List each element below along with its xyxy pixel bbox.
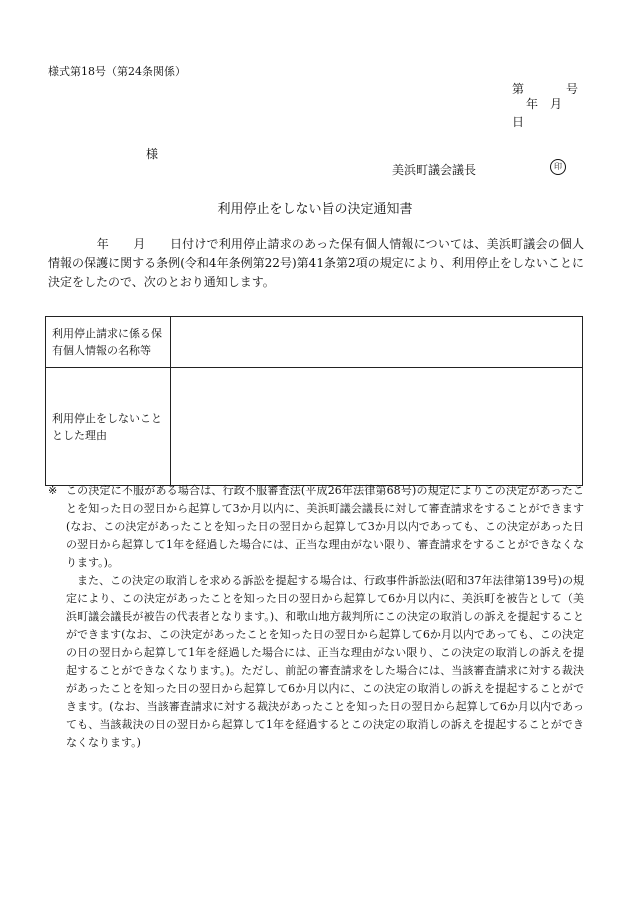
document-title: 利用停止をしない旨の決定通知書: [217, 202, 413, 217]
note-1: [48, 482, 584, 572]
row1-value: [171, 317, 583, 368]
table-row: [46, 317, 583, 368]
seal-icon: 印: [550, 159, 566, 175]
row1-label: 利用停止請求に係る保有個人情報の名称等: [46, 317, 171, 368]
date-month: 月: [550, 97, 563, 111]
table-row: [46, 368, 583, 486]
intro-text: 年 月 日付けで利用停止請求のあった保有個人情報については、美浜町議会の個人情報の保護に関する条例(令和4年条例第22号)第41条第2項の規定により、利用停止をしないことに決定をしたので、次のとおり通知します。: [48, 237, 584, 289]
recipient-suffix: 様: [146, 147, 159, 161]
row2-value: [171, 368, 583, 486]
note-1-text: この決定に不服がある場合は、行政不服審査法(平成26年法律第68号)の規定によりこの決定があったことを知った日の翌日から起算して3か月以内に、美浜町議会議長に対して審査請求をすることができます(なお、この決定があったことを知った日の翌日から起算して3か月以内であっても、この決定があった日の翌日から起算して1年を経過した場合には、正当な理由がない限り、審査請求をすることができなくなります。)。: [66, 484, 584, 569]
date-year: 年: [526, 97, 539, 111]
notes-section: [48, 482, 584, 752]
note-2-text: また、この決定の取消しを求める訴訟を提起する場合は、行政事件訴訟法(昭和37年法律第139号)の規定により、この決定があったことを知った日の翌日から起算して6か月以内に、美浜町を被告として（美浜町議会議長が被告の代表者となります。)、和歌山地方裁判所にこの決定の取消しの訴えを提起することができます(なお、この決定があったことを知った日の翌日から起算して6か月以内であっても、この決定の日の翌日から起算して1年を経過した場合には、正当な理由がない限り、この決定の取消しの訴えを提起することができなくなります。)。ただし、前記の審査請求をした場合には、当該審査請求に対する裁決があったことを知った日の翌日から起算して6か月以内に、この決定の取消しの訴えを提起することができます。(なお、当該審査請求に対する裁決があったことを知った日の翌日から起算して6か月以内であっても、当該裁決の日の翌日から起算して1年を経過するとこの決定の取消しの訴えを提起することができなくなります。): [66, 574, 584, 749]
date-day: 日: [512, 115, 525, 129]
row2-label: 利用停止をしないこととした理由: [46, 368, 171, 486]
form-number-label: 様式第18号（第24条関係）: [48, 65, 186, 78]
info-table: [45, 316, 583, 486]
intro-paragraph: [48, 235, 584, 292]
number-suffix: 号: [566, 82, 579, 96]
sender-name: 美浜町議会議長: [392, 163, 477, 177]
note-mark: ※: [48, 484, 58, 497]
date-line: [512, 95, 582, 131]
number-prefix: 第: [512, 82, 525, 96]
